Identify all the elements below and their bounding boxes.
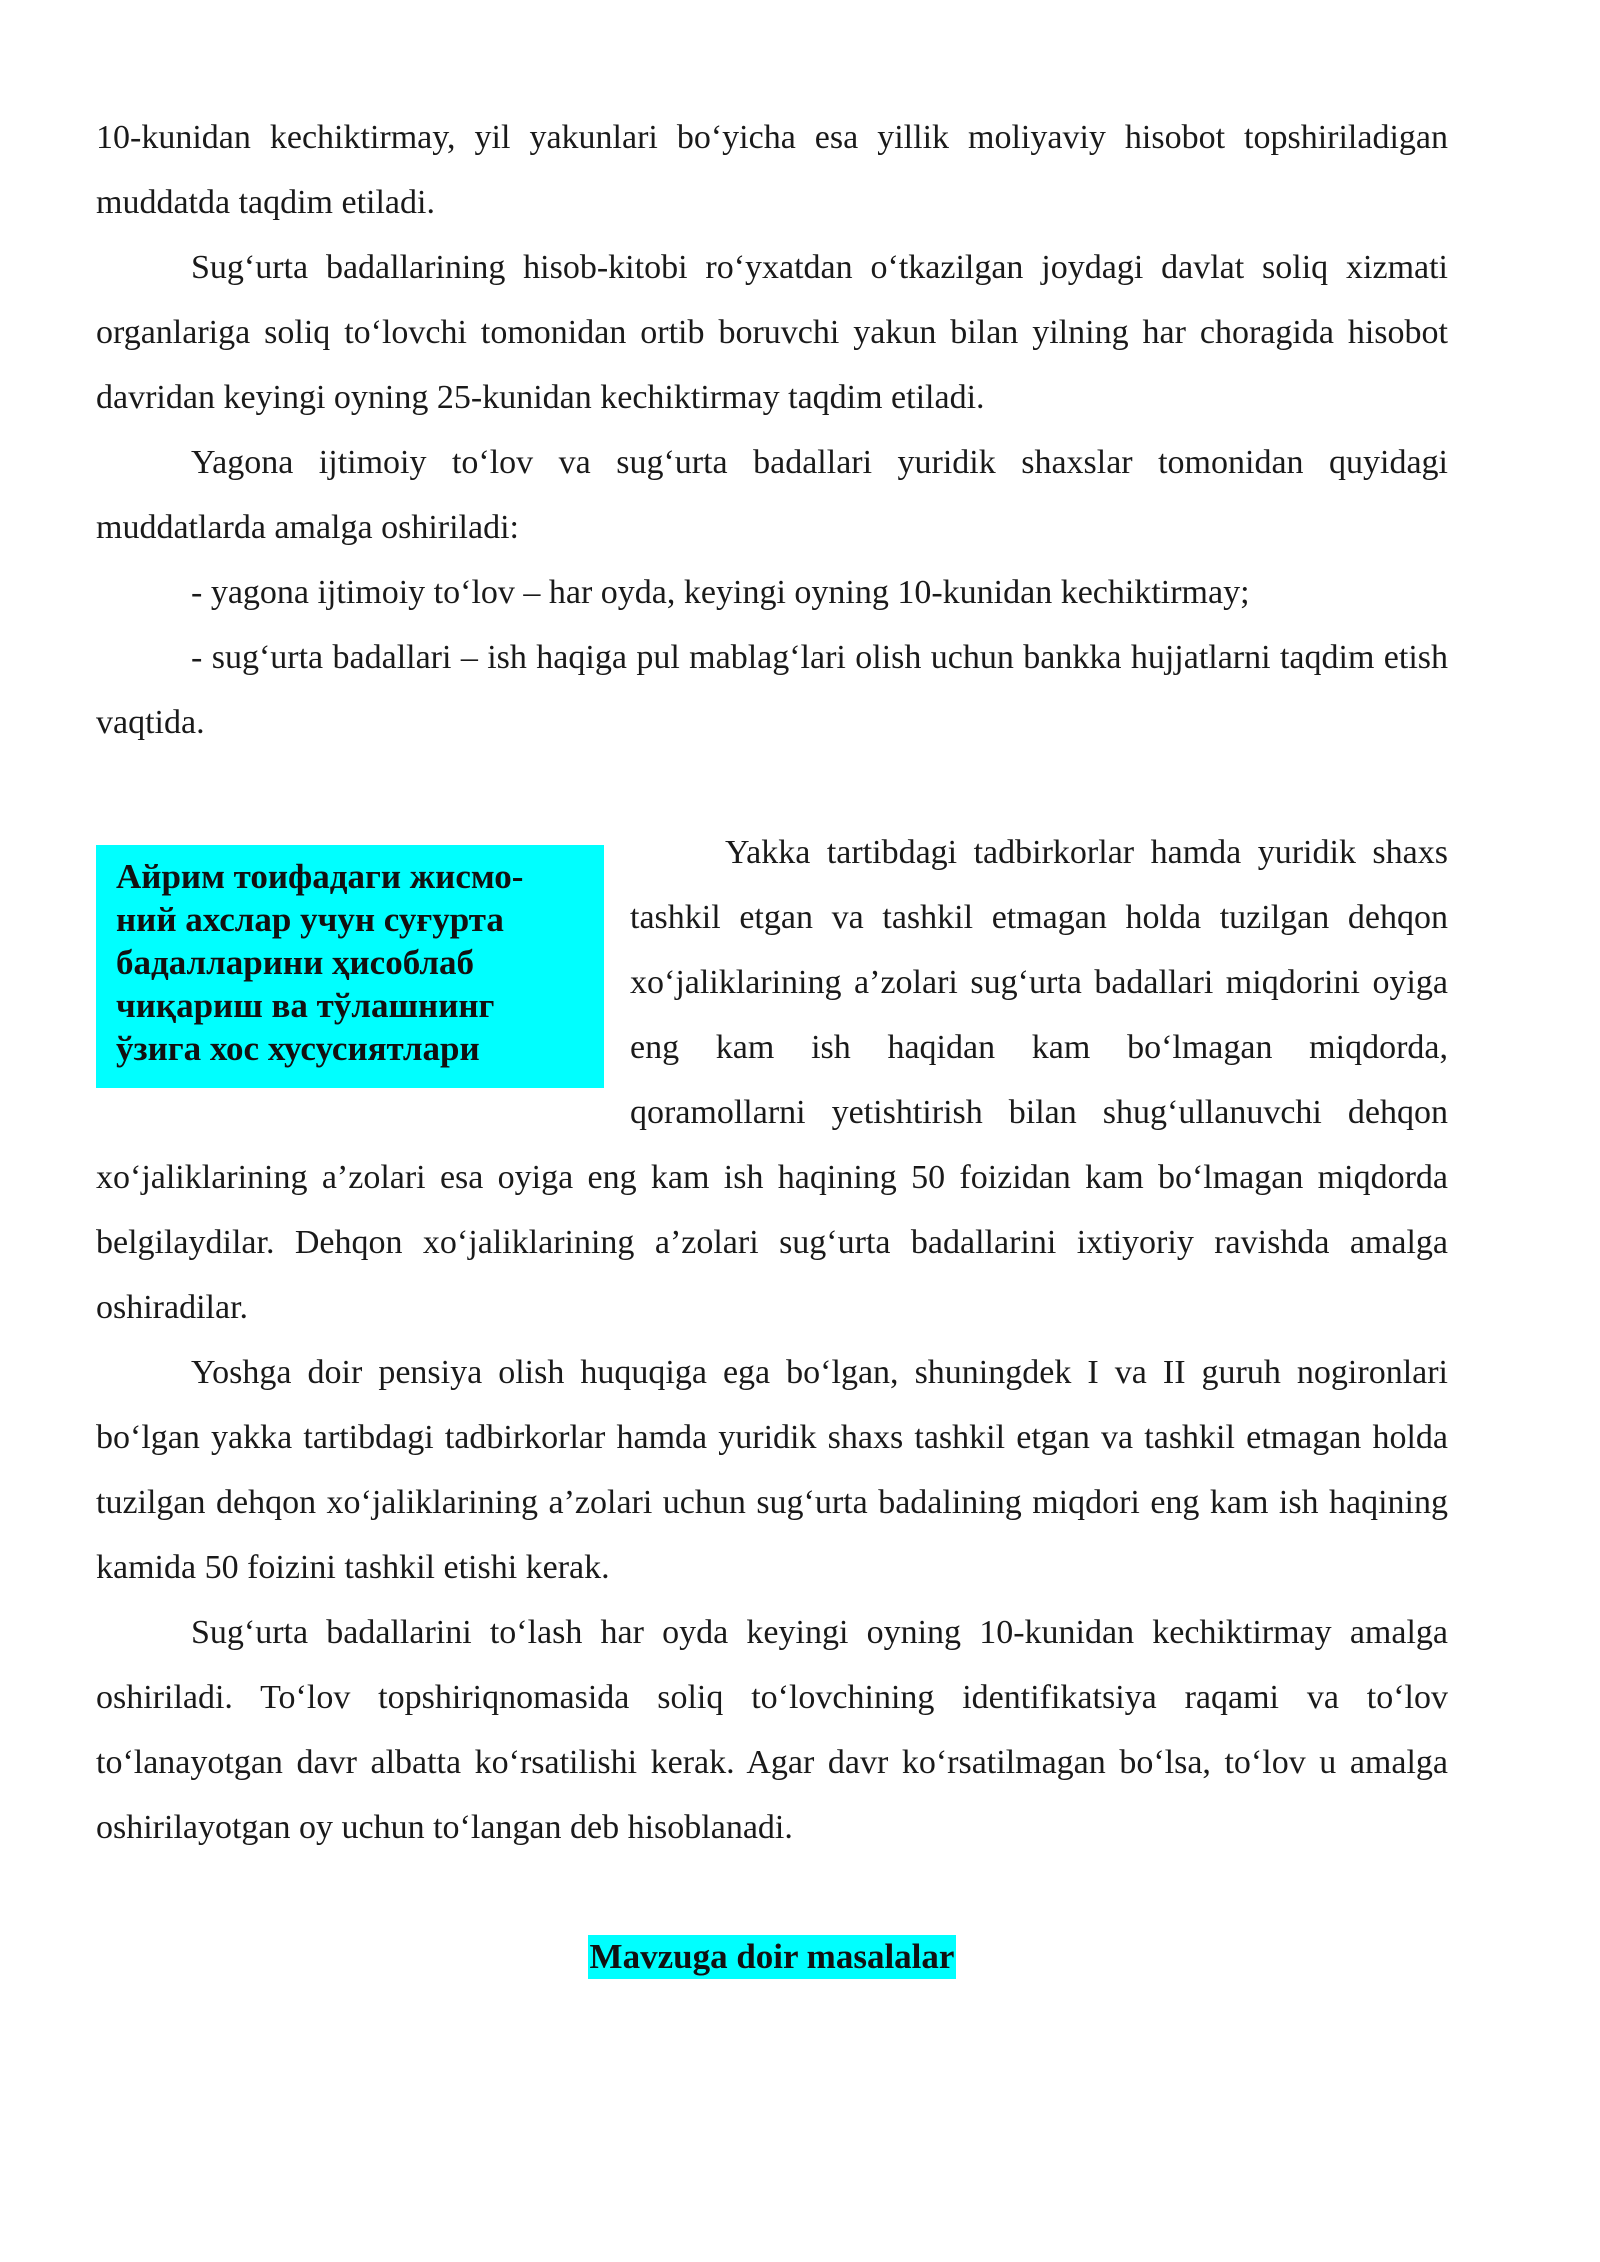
document-page — [96, 105, 1448, 1990]
section-title-line: бадалларини ҳисоблаб — [116, 943, 474, 982]
paragraph-calculation-submission: Sug‘urta badallarining hisob-kitobi ro‘yxatdan o‘tkazilgan joydagi davlat soliq xizmati organlariga soliq to‘lovchi tomonidan ortib boruvchi yakun bilan yilning har choragida hisobot davridan keyingi oyning 25-kunidan kechiktirmay taqdim etiladi. — [96, 249, 1448, 416]
section-title-line: Айрим тоифадаги жисмо- — [116, 857, 524, 896]
paragraph-payment-deadlines: Yagona ijtimoiy to‘lov va sug‘urta badallari yuridik shaxslar tomonidan quyidagi muddatlarda amalga oshiriladi: — [96, 444, 1448, 546]
section-title-box — [96, 845, 604, 1088]
list-item-insurance-contributions: - sug‘urta badallari – ish haqiga pul mablag‘lari olish uchun bankka hujjatlarni taqdim etish vaqtida. — [96, 639, 1448, 741]
paragraph-payment-order: Sug‘urta badallarini to‘lash har oyda keyingi oyning 10-kunidan kechiktirmay amalga oshiriladi. To‘lov topshiriqnomasida soliq to‘lovchining identifikatsiya raqami va to‘lov to‘lanayotgan davr albatta ko‘rsatilishi kerak. Agar davr ko‘rsatilmagan bo‘lsa, to‘lov u amalga oshirilayotgan oy uchun to‘langan deb hisoblanadi. — [96, 1614, 1448, 1846]
section-title-line: ўзига хос хусусиятлари — [116, 1029, 480, 1068]
section-spacer — [96, 755, 1448, 820]
paragraph-pensioners: Yoshga doir pensiya olish huquqiga ega bo‘lgan, shuningdek I va II guruh nogironlari bo‘lgan yakka tartibdagi tadbirkorlar hamda yuridik shaxs tashkil etgan va tashkil etmagan holda tuzilgan dehqon xo‘jaliklarining a’zolari uchun sug‘urta badalining miqdori eng kam ish haqining kamida 50 foizini tashkil etishi kerak. — [96, 1354, 1448, 1586]
section-heading: Mavzuga doir masalalar — [588, 1935, 957, 1979]
heading-wrapper — [96, 1925, 1448, 1990]
section-title-line: ний ахслар учун суғурта — [116, 900, 504, 939]
section-title-line: чиқариш ва тўлашнинг — [116, 986, 495, 1025]
paragraph-continuation: 10-kunidan kechiktirmay, yil yakunlari bo‘yicha esa yillik moliyaviy hisobot topshiriladigan muddatda taqdim etiladi. — [96, 119, 1448, 221]
list-item-single-social-payment: - yagona ijtimoiy to‘lov – har oyda, keyingi oyning 10-kunidan kechiktirmay; — [191, 574, 1250, 611]
paragraph-entrepreneurs: Yakka tartibdagi tadbirkorlar hamda yuridik shaxs tashkil etgan va tashkil etmagan holda tuzilgan dehqon xo‘jaliklarining a’zolari sug‘urta badallari miqdorini oyiga eng kam ish haqidan kam bo‘lmagan miqdorda, qoramollarni yetishtirish bilan shug‘ullanuvchi dehqon xo‘jaliklarining a’zolari esa oyiga eng kam ish haqining 50 foizidan kam bo‘lmagan miqdorda belgilaydilar. Dehqon xo‘jaliklarining a’zolari sug‘urta badallarini ixtiyoriy ravishda amalga oshiradilar. — [96, 834, 1448, 1326]
